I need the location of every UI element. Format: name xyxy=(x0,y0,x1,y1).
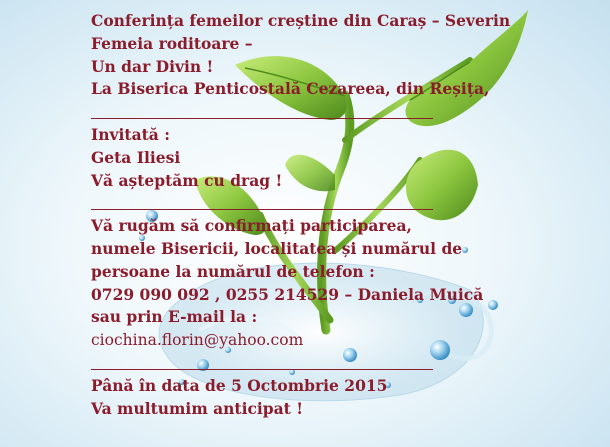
deadline-line: Până în data de 5 Octombrie 2015 xyxy=(91,375,388,395)
invitation-text xyxy=(91,10,601,420)
welcome-line: Vă așteptăm cu drag ! xyxy=(91,170,283,190)
venue-line: La Biserica Penticostală Cezareea, din Reșița, xyxy=(91,79,490,99)
invited-label: Invitată : xyxy=(91,124,170,144)
invited-name: Geta Iliesi xyxy=(91,147,181,167)
theme-subtitle: Un dar Divin ! xyxy=(91,56,214,76)
request-line: persoane la numărul de telefon : xyxy=(91,261,375,281)
email-address[interactable]: ciochina.florin@yahoo.com xyxy=(91,331,304,350)
request-line: Vă rugăm să confirmați participarea, xyxy=(91,216,412,236)
divider xyxy=(91,192,433,215)
divider xyxy=(91,101,433,124)
phone-line: 0729 090 092 , 0255 214529 – Daniela Muică xyxy=(91,284,484,304)
theme-line: Femeia roditoare – xyxy=(91,33,253,53)
conference-title: Conferința femeilor creștine din Caraș – Severin xyxy=(91,11,511,30)
email-intro: sau prin E-mail la : xyxy=(91,307,258,327)
thanks-line: Va multumim anticipat ! xyxy=(91,398,304,418)
request-line: numele Bisericii, localitatea și numărul de xyxy=(91,238,463,258)
divider xyxy=(91,352,433,375)
